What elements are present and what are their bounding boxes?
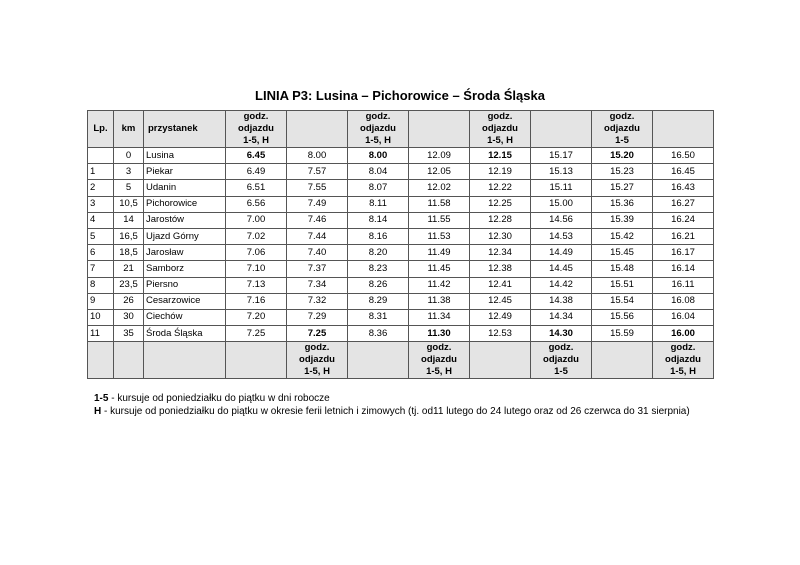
row-time: 15.23 (592, 164, 653, 180)
footer-empty (114, 342, 144, 379)
row-time: 16.14 (653, 261, 714, 277)
row-time: 14.56 (531, 212, 592, 228)
table-row (88, 245, 714, 261)
row-time: 11.58 (409, 196, 470, 212)
table-row (88, 164, 714, 180)
row-time: 8.31 (348, 309, 409, 325)
note-text: - kursuje od poniedziałku do piątku w dni robocze (108, 393, 330, 404)
footer-cell (592, 342, 653, 379)
header-stop: przystanek (144, 111, 226, 148)
row-km: 30 (114, 309, 144, 325)
row-lp (88, 148, 114, 164)
row-time: 12.25 (470, 196, 531, 212)
row-stop: Jarostów (144, 212, 226, 228)
row-time: 14.42 (531, 277, 592, 293)
row-time: 15.45 (592, 245, 653, 261)
row-time: 12.02 (409, 180, 470, 196)
row-lp: 1 (88, 164, 114, 180)
timetable (87, 110, 714, 379)
row-time: 7.25 (226, 326, 287, 342)
row-time: 12.05 (409, 164, 470, 180)
row-time: 8.36 (348, 326, 409, 342)
row-time: 12.41 (470, 277, 531, 293)
row-lp: 2 (88, 180, 114, 196)
page-title: LINIA P3: Lusina – Pichorowice – Środa Śląska (255, 88, 545, 103)
timetable-body (88, 148, 714, 342)
row-km: 14 (114, 212, 144, 228)
footer-cell: godz. odjazdu 1-5 (531, 342, 592, 379)
row-time: 15.42 (592, 228, 653, 244)
row-km: 18,5 (114, 245, 144, 261)
row-time: 11.45 (409, 261, 470, 277)
note-line (94, 406, 690, 419)
row-time: 16.24 (653, 212, 714, 228)
row-time: 6.45 (226, 148, 287, 164)
row-time: 16.45 (653, 164, 714, 180)
row-time: 16.04 (653, 309, 714, 325)
row-km: 23,5 (114, 277, 144, 293)
row-time: 11.49 (409, 245, 470, 261)
row-time: 15.39 (592, 212, 653, 228)
row-time: 12.34 (470, 245, 531, 261)
row-km: 16,5 (114, 228, 144, 244)
footer-empty (88, 342, 114, 379)
row-time: 12.45 (470, 293, 531, 309)
row-time: 7.13 (226, 277, 287, 293)
row-time: 8.11 (348, 196, 409, 212)
row-stop: Środa Śląska (144, 326, 226, 342)
row-stop: Piersno (144, 277, 226, 293)
row-time: 15.17 (531, 148, 592, 164)
row-time: 8.26 (348, 277, 409, 293)
row-lp: 10 (88, 309, 114, 325)
header-departure: godz. odjazdu 1-5, H (226, 111, 287, 148)
row-time: 11.53 (409, 228, 470, 244)
row-lp: 11 (88, 326, 114, 342)
row-km: 21 (114, 261, 144, 277)
row-time: 8.14 (348, 212, 409, 228)
row-stop: Lusina (144, 148, 226, 164)
row-time: 7.16 (226, 293, 287, 309)
row-time: 14.34 (531, 309, 592, 325)
row-time: 7.37 (287, 261, 348, 277)
row-time: 15.11 (531, 180, 592, 196)
row-time: 12.30 (470, 228, 531, 244)
row-time: 7.32 (287, 293, 348, 309)
row-time: 15.27 (592, 180, 653, 196)
row-time: 7.46 (287, 212, 348, 228)
row-time: 8.23 (348, 261, 409, 277)
row-time: 7.00 (226, 212, 287, 228)
row-time: 7.44 (287, 228, 348, 244)
row-time: 16.43 (653, 180, 714, 196)
header-empty (653, 111, 714, 148)
row-time: 8.29 (348, 293, 409, 309)
row-time: 15.59 (592, 326, 653, 342)
row-time: 15.13 (531, 164, 592, 180)
row-time: 16.00 (653, 326, 714, 342)
row-stop: Piekar (144, 164, 226, 180)
table-row (88, 196, 714, 212)
header-empty (287, 111, 348, 148)
row-time: 15.54 (592, 293, 653, 309)
row-time: 12.38 (470, 261, 531, 277)
row-time: 7.49 (287, 196, 348, 212)
row-time: 7.34 (287, 277, 348, 293)
row-km: 3 (114, 164, 144, 180)
row-lp: 4 (88, 212, 114, 228)
row-km: 0 (114, 148, 144, 164)
row-time: 7.06 (226, 245, 287, 261)
row-time: 8.20 (348, 245, 409, 261)
row-time: 12.28 (470, 212, 531, 228)
header-row (88, 111, 714, 148)
row-time: 16.17 (653, 245, 714, 261)
row-time: 14.49 (531, 245, 592, 261)
header-departure: godz. odjazdu 1-5 (592, 111, 653, 148)
row-time: 12.22 (470, 180, 531, 196)
table-row (88, 148, 714, 164)
header-km: km (114, 111, 144, 148)
row-time: 14.30 (531, 326, 592, 342)
row-time: 16.21 (653, 228, 714, 244)
row-time: 7.29 (287, 309, 348, 325)
row-km: 26 (114, 293, 144, 309)
row-time: 7.25 (287, 326, 348, 342)
row-km: 5 (114, 180, 144, 196)
footer-cell (226, 342, 287, 379)
footer-cell (470, 342, 531, 379)
footer-cell: godz. odjazdu 1-5, H (653, 342, 714, 379)
footer-cell (348, 342, 409, 379)
footer-cell: godz. odjazdu 1-5, H (409, 342, 470, 379)
row-stop: Pichorowice (144, 196, 226, 212)
table-row (88, 309, 714, 325)
row-time: 12.53 (470, 326, 531, 342)
header-empty (531, 111, 592, 148)
row-time: 16.27 (653, 196, 714, 212)
row-stop: Ciechów (144, 309, 226, 325)
header-lp: Lp. (88, 111, 114, 148)
header-departure: godz. odjazdu 1-5, H (470, 111, 531, 148)
row-time: 8.16 (348, 228, 409, 244)
row-time: 6.49 (226, 164, 287, 180)
legend-notes (94, 393, 690, 418)
note-text: - kursuje od poniedziałku do piątku w okresie ferii letnich i zimowych (tj. od11 lutego do 24 lutego oraz od 26 czerwca do 31 sierpnia) (101, 405, 690, 417)
header-departure: godz. odjazdu 1-5, H (348, 111, 409, 148)
header-empty (409, 111, 470, 148)
row-stop: Udanin (144, 180, 226, 196)
footer-empty (144, 342, 226, 379)
row-time: 7.20 (226, 309, 287, 325)
row-stop: Ujazd Górny (144, 228, 226, 244)
row-time: 6.56 (226, 196, 287, 212)
note-key: 1-5 (94, 393, 109, 404)
row-stop: Jarosław (144, 245, 226, 261)
row-lp: 5 (88, 228, 114, 244)
row-time: 15.56 (592, 309, 653, 325)
row-lp: 8 (88, 277, 114, 293)
row-time: 7.57 (287, 164, 348, 180)
note-line (94, 393, 690, 406)
row-time: 8.00 (287, 148, 348, 164)
row-km: 10,5 (114, 196, 144, 212)
row-lp: 9 (88, 293, 114, 309)
row-time: 14.45 (531, 261, 592, 277)
row-time: 12.19 (470, 164, 531, 180)
row-time: 15.36 (592, 196, 653, 212)
row-time: 12.15 (470, 148, 531, 164)
note-key: H (94, 405, 102, 417)
row-time: 7.02 (226, 228, 287, 244)
row-time: 14.38 (531, 293, 592, 309)
footer-cell: godz. odjazdu 1-5, H (287, 342, 348, 379)
row-time: 15.51 (592, 277, 653, 293)
row-time: 14.53 (531, 228, 592, 244)
table-row (88, 212, 714, 228)
row-time: 16.11 (653, 277, 714, 293)
table-row (88, 261, 714, 277)
table-row (88, 277, 714, 293)
table-row (88, 326, 714, 342)
row-time: 11.30 (409, 326, 470, 342)
row-time: 12.09 (409, 148, 470, 164)
row-lp: 6 (88, 245, 114, 261)
row-lp: 3 (88, 196, 114, 212)
row-time: 8.00 (348, 148, 409, 164)
row-time: 15.20 (592, 148, 653, 164)
table-row (88, 180, 714, 196)
row-time: 12.49 (470, 309, 531, 325)
row-time: 6.51 (226, 180, 287, 196)
row-time: 11.42 (409, 277, 470, 293)
row-stop: Cesarzowice (144, 293, 226, 309)
row-km: 35 (114, 326, 144, 342)
row-time: 11.55 (409, 212, 470, 228)
table-row (88, 228, 714, 244)
row-lp: 7 (88, 261, 114, 277)
row-time: 15.48 (592, 261, 653, 277)
row-time: 7.10 (226, 261, 287, 277)
footer-row (88, 342, 714, 379)
row-time: 7.55 (287, 180, 348, 196)
row-time: 16.08 (653, 293, 714, 309)
row-time: 11.34 (409, 309, 470, 325)
row-time: 8.07 (348, 180, 409, 196)
row-stop: Samborz (144, 261, 226, 277)
row-time: 16.50 (653, 148, 714, 164)
row-time: 11.38 (409, 293, 470, 309)
row-time: 15.00 (531, 196, 592, 212)
row-time: 8.04 (348, 164, 409, 180)
row-time: 7.40 (287, 245, 348, 261)
table-row (88, 293, 714, 309)
